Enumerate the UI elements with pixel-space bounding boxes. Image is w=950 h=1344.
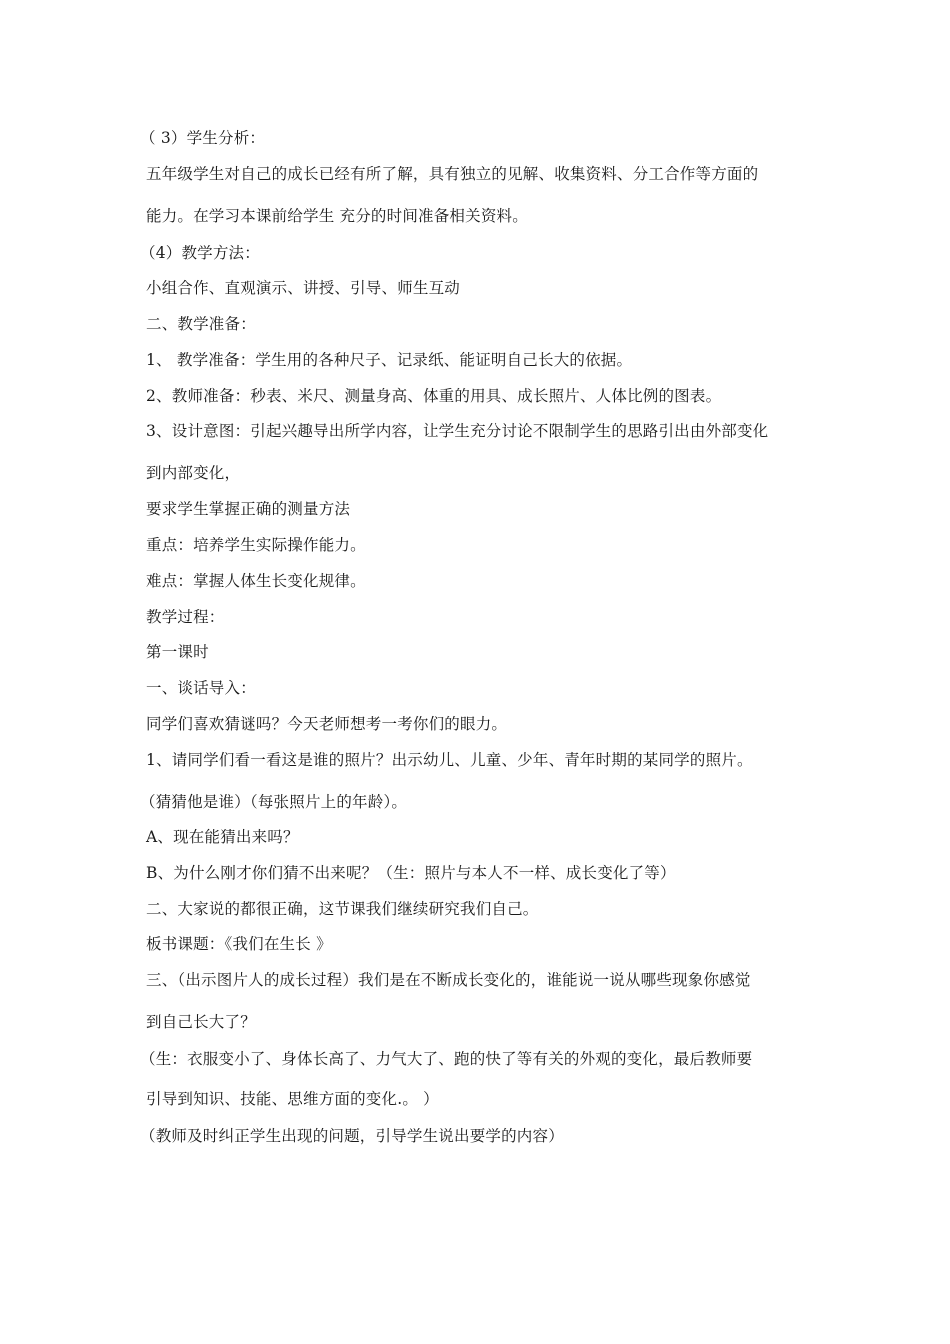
- board-title: 板书课题：《我们在生长 》: [146, 935, 332, 953]
- paragraph-line: 到内部变化，: [146, 464, 241, 482]
- paragraph-line: 五年级学生对自己的成长已经有所了解，具有独立的见解、收集资料、分工合作等方面的: [146, 165, 759, 183]
- paragraph-line: （猜猜他是谁）（每张照片上的年龄）。: [140, 793, 408, 811]
- paragraph-line: 到自己长大了？: [146, 1013, 256, 1031]
- list-item: 2、教师准备：秒表、米尺、测量身高、体重的用具、成长照片、人体比例的图表。: [146, 387, 722, 405]
- heading-student-analysis: （ 3）学生分析：: [140, 129, 266, 147]
- key-point: 重点：培养学生实际操作能力。: [146, 536, 366, 554]
- paragraph-line: 能力。在学习本课前给学生 充分的时间准备相关资料。: [146, 207, 528, 225]
- list-item: 1、 教学准备：学生用的各种尺子、记录纸、能证明自己长大的依据。: [146, 351, 633, 369]
- paragraph-line: 要求学生掌握正确的测量方法: [146, 500, 351, 518]
- difficult-point: 难点：掌握人体生长变化规律。: [146, 572, 366, 590]
- paragraph-line: 引导到知识、技能、思维方面的变化.。 ）: [146, 1090, 439, 1108]
- list-item: 3、设计意图：引起兴趣导出所学内容，让学生充分讨论不限制学生的思路引出由外部变化: [146, 422, 769, 440]
- paragraph-line: 二、大家说的都很正确，这节课我们继续研究我们自己。: [146, 900, 539, 918]
- list-item: A、现在能猜出来吗？: [146, 828, 299, 846]
- heading-teaching-process: 教学过程：: [146, 608, 225, 626]
- heading-teaching-method: （4）教学方法：: [140, 244, 260, 262]
- paragraph-line: 小组合作、直观演示、讲授、引导、师生互动: [146, 279, 461, 297]
- heading-first-lesson: 第一课时: [146, 643, 209, 661]
- paragraph-line: 同学们喜欢猜谜吗？今天老师想考一考你们的眼力。: [146, 715, 508, 733]
- paragraph-line: （教师及时纠正学生出现的问题，引导学生说出要学的内容）: [140, 1127, 564, 1145]
- paragraph-line: （生：衣服变小了、身体长高了、力气大了、跑的快了等有关的外观的变化，最后教师要: [140, 1050, 753, 1068]
- list-item: 1、请同学们看一看这是谁的照片？出示幼儿、儿童、少年、青年时期的某同学的照片。: [146, 751, 753, 769]
- heading-teaching-preparation: 二、教学准备：: [146, 315, 256, 333]
- paragraph-line: 三、（出示图片人的成长过程）我们是在不断成长变化的，谁能说一说从哪些现象你感觉: [146, 971, 751, 989]
- heading-introduction: 一、谈话导入：: [146, 679, 256, 697]
- list-item: B、为什么刚才你们猜不出来呢？（生：照片与本人不一样、成长变化了等）: [146, 864, 676, 882]
